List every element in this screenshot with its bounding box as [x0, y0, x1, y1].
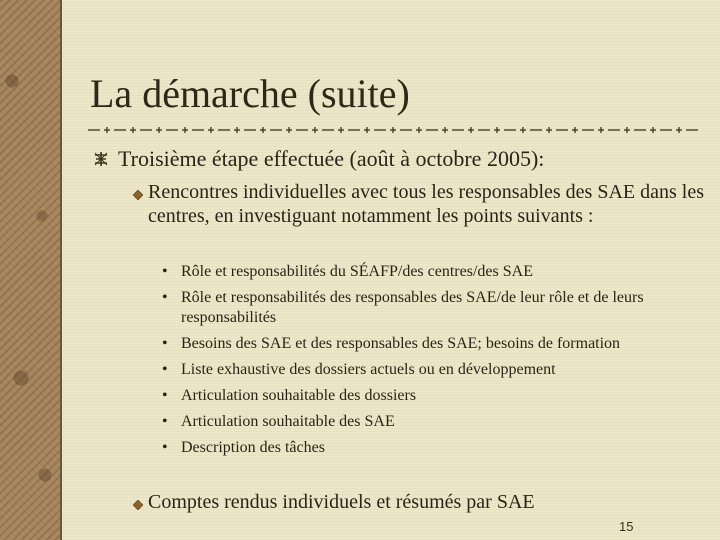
sub-bullet-item	[160, 262, 700, 282]
sub-bullet-text: Articulation souhaitable des SAE	[181, 413, 395, 430]
title-divider	[84, 124, 706, 136]
side-strip-border	[60, 0, 62, 540]
slide-title: La démarche (suite)	[90, 71, 410, 116]
sub-bullet-item	[160, 438, 700, 458]
decorative-side-strip	[0, 0, 60, 540]
sub-bullet-text: Besoins des SAE et des responsables des SAE; besoins de formation	[181, 335, 621, 352]
sub-bullet-item	[160, 412, 700, 432]
round-bullet-icon: •	[162, 289, 168, 306]
round-bullet-icon: •	[162, 335, 168, 352]
round-bullet-icon: •	[162, 387, 168, 404]
round-bullet-icon: •	[162, 439, 168, 456]
level1-bullet-text: Troisième étape effectuée (août à octobre 2005):	[118, 146, 545, 171]
diamond-bullet-icon	[133, 497, 143, 507]
sub-bullet-text: Liste exhaustive des dossiers actuels ou en développement	[181, 361, 556, 378]
round-bullet-icon: •	[162, 361, 168, 378]
sub-bullet-list	[160, 262, 700, 464]
round-bullet-icon: •	[162, 413, 168, 430]
level2-bullet-text-2: Comptes rendus individuels et résumés par SAE	[148, 491, 535, 513]
page-number: 15	[619, 519, 634, 534]
sub-bullet-text: Articulation souhaitable des dossiers	[181, 387, 417, 404]
sub-bullet-text: Description des tâches	[181, 439, 325, 456]
level2-bullet-text-1: Rencontres individuelles avec tous les responsables des SAE dans les centres, en investiguant notamment les points suivants :	[148, 181, 704, 227]
sub-bullet-item	[160, 360, 700, 380]
sub-bullet-text: Rôle et responsabilités des responsables des SAE/de leur rôle et de leurs responsabilités	[181, 289, 644, 326]
sub-bullet-item	[160, 386, 700, 406]
sub-bullet-item	[160, 288, 700, 328]
sub-bullet-item	[160, 334, 700, 354]
round-bullet-icon: •	[162, 263, 168, 280]
sub-bullet-text: Rôle et responsabilités du SÉAFP/des centres/des SAE	[181, 263, 533, 280]
diamond-bullet-icon	[133, 187, 143, 197]
ornament-bullet-icon	[93, 151, 109, 167]
